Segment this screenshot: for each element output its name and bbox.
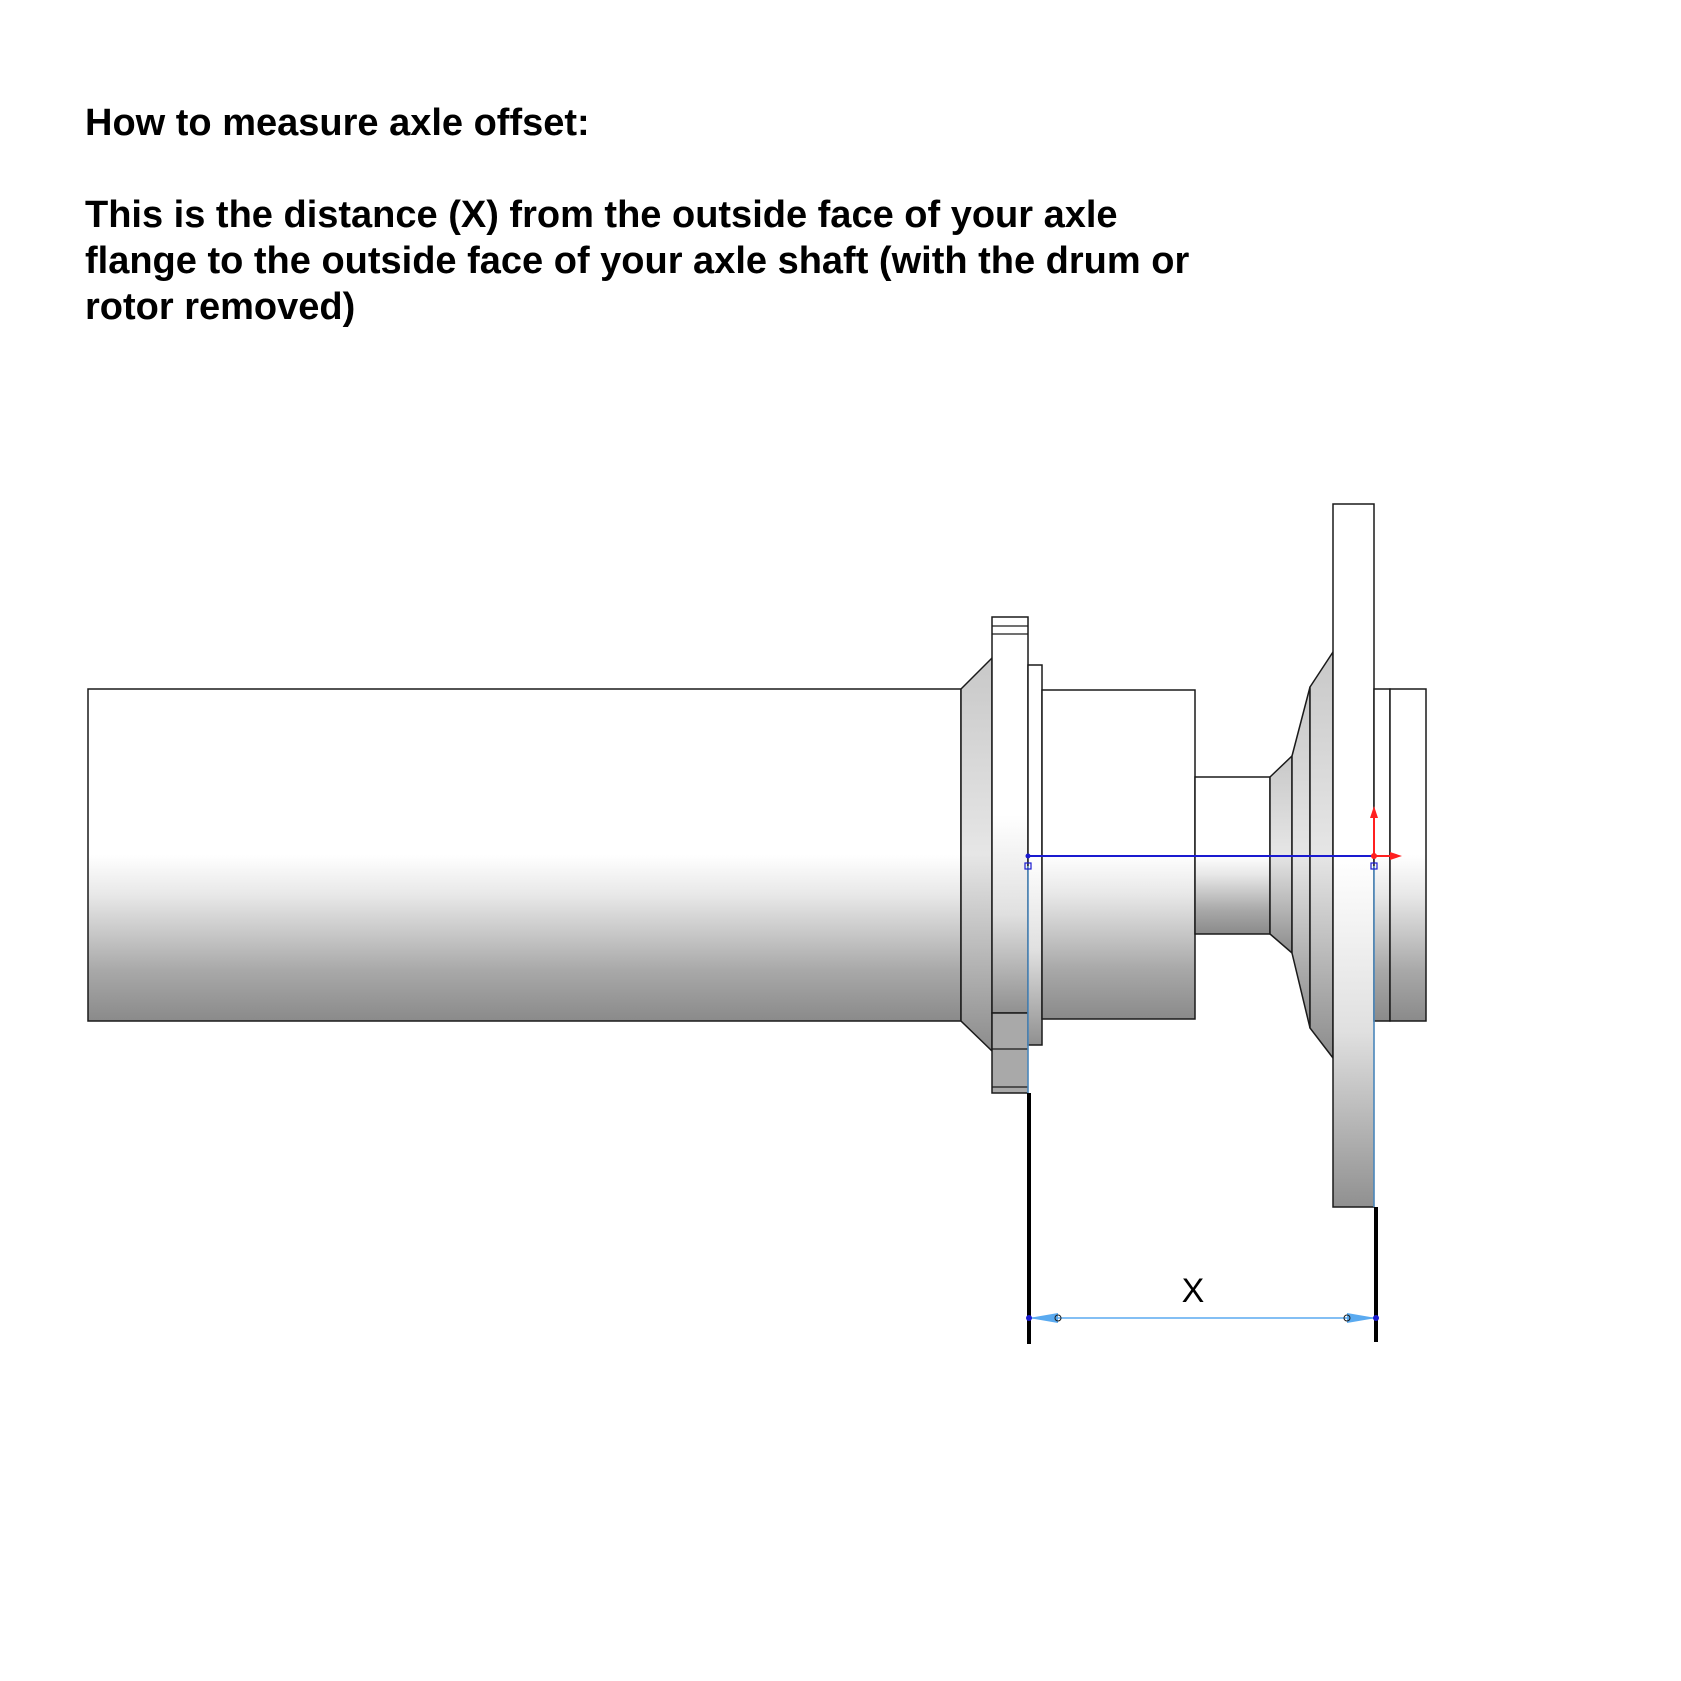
axle-tube bbox=[88, 689, 961, 1021]
housing-taper bbox=[961, 658, 992, 1051]
dimension-label: X bbox=[1181, 1272, 1205, 1310]
bearing-section bbox=[1042, 690, 1195, 1019]
instruction-description: This is the distance (X) from the outside face of your axle flange to the outside face of your axle shaft (with the drum or rotor removed) bbox=[85, 194, 1190, 328]
instruction-heading: How to measure axle offset: bbox=[85, 102, 590, 144]
dimension-line bbox=[1026, 1313, 1379, 1323]
